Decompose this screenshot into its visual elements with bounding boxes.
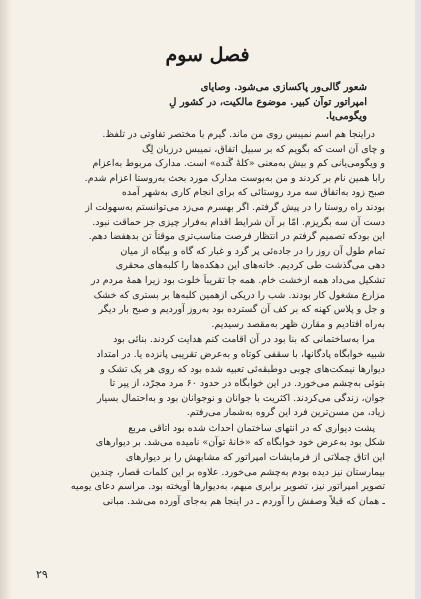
text-line: شکل بود به‌عرض خود خوابگاه که «خانهٔ توآن» نامیده می‌شد. بر دیوارهای: [95, 437, 385, 449]
text-line: این اتاق چملاتی از فرمایشات امپراتور که مشابهش را بر دیوارهای: [125, 452, 385, 464]
epigraph-line: امپراتور توآن کبیر. موضوع مالکیت، در کشور لِ: [169, 96, 367, 108]
text-line: و ویگومی‌یانی کم و بیش به‌معنی «کلهٔ گُنده» است. مدارک مربوط به‌اعزام: [92, 158, 385, 170]
epigraph-line: ویگومی‌یا.: [325, 111, 367, 123]
bleed-through-text: [197, 8, 397, 44]
text-line: بتوئی به‌چشم می‌خورد. در این خوابگاه در حدود ۶۰ مرد مجرّد، از پیر تا: [109, 378, 385, 390]
text-line: دیوارها نیمکت‌های چوبی دوطبقه‌ئی تعبیه شده بود که روی هر یک تشک و: [100, 363, 385, 375]
text-line: پشت دیواری که در انتهای ساختمان احداث شده بود اتاقی مربع: [128, 422, 375, 434]
text-line: دست آن سه بگریزم. امّا بر آن شرایط اقدام به‌فرار چیزی جز حماقت نبود.: [92, 216, 385, 228]
page-number: ۲۹: [36, 568, 48, 581]
text-line: این بودکه تصمیم گرفتم در انتظار فرصت مناسب‌تری موقتاً تن بدهفضا دهم.: [88, 231, 385, 243]
body-text: [38, 128, 385, 510]
text-line: مزارع مشغول کار بودند. شب را دریکی ازهمین کلبه‌ها بر بستری که خشک: [93, 289, 385, 301]
text-line: زیاد، من مسن‌ترین فرد این گروه به‌شمار می‌رفتم.: [186, 407, 385, 419]
chapter-epigraph: [137, 81, 367, 125]
text-line: به‌راه افتادیم و مقارن ظهر به‌مقصد رسیدیم.: [211, 318, 385, 330]
text-line: ـ همان که قبلاً وصفش را آوردم ـ در اینجا هم به‌جای آورده می‌شد. مبانی: [102, 495, 385, 507]
text-line: بودند راه روستا را در پیش گرفتم. اگر بهسرم می‌زد می‌توانستم به‌سهولت از: [85, 201, 385, 213]
text-line: جوان، زندگی می‌کردند. اکثریت با جوانان و نوجوانان بود و به‌احتمال بسیار: [96, 392, 385, 404]
text-line: دراینجا هم اسم نمیبس روی من ماند. گیرم با مختصر تفاوتی در تلفظ.: [102, 129, 375, 140]
text-line: رابا همین نام بر کردند و من به‌بوست مدارک مورد بحث به‌روستا اعزام شدم.: [84, 172, 385, 184]
paragraph: [38, 422, 385, 510]
paragraph: [38, 128, 385, 332]
text-line: دهی می‌گذشت طی کردیم. خانه‌های این دهکده‌ها را کلبه‌های محقری: [115, 260, 385, 272]
text-line: تشکیل می‌داد همه ازخشت خام. همه جا تقریباً خلوت بود زیرا همهٔ مردم در: [90, 274, 385, 286]
text-line: صبح زود به‌اتفاق سه مرد روستائی که برای انجام کاری به‌شهر آمده: [121, 187, 385, 199]
text-line: مرا به‌ساختمانی که بنا بود در آن اقامت کنم هدایت کردند. بنائی بود: [113, 334, 375, 346]
text-line: تمام طول آن روز را در جاده‌ئی پر گرد و غبار که گاه و بیگاه از میان: [120, 245, 385, 257]
text-line: تصویر امپراتور نیز، تصویر برابری مبهم، به‌دیوارها آویخته بود. مراسم دعای یومیه: [70, 481, 385, 493]
epigraph-line: شعور گالی‌ور پاکسازی می‌شود. وصایای: [200, 82, 367, 93]
text-line: بیمارستان نیز دیده بودم به‌چشم می‌خورد. علاوه بر این کلمات قصار، چندین: [90, 466, 385, 478]
chapter-title: فصل سوم: [165, 44, 250, 66]
text-line: و چای آن است که بگویم که بر سبیل اتفاق، نمیبس درزبان لِگ: [141, 143, 385, 155]
text-line: و جل و پلاس کهنه که بر کف آن گسترده بود به‌روز آوردیم و صبح بار دیگر: [98, 304, 385, 316]
text-line: شبیه خوابگاه پادگانها، با سقفی کوتاه و به‌عرض تقریبی پانزده یا. در امتداد: [96, 348, 385, 360]
paragraph: [38, 333, 385, 421]
